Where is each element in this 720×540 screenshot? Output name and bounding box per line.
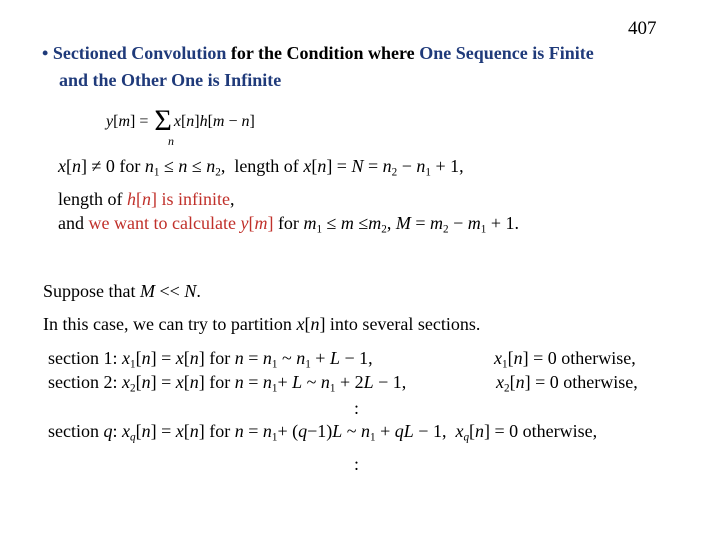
section-1-right: $x_1[n] = 0$ otherwise,	[494, 348, 636, 371]
heading-term-infinite: and the Other One is Infinite	[59, 70, 282, 90]
line-calculate-y: and we want to calculate y[m] for $m_1 \le m \le m_2$, $M = m_2 - m_1 + 1$.	[58, 213, 519, 236]
convolution-formula: y[m] = Σ x[n]h[m − n] n	[106, 104, 255, 148]
sum-index: n	[168, 134, 174, 148]
emphasis-text: we want to calculate	[88, 213, 236, 233]
ellipsis-vertical: :	[354, 398, 360, 418]
sum-symbol-icon: Σ	[154, 104, 172, 137]
ellipsis-vertical-end: :	[354, 454, 360, 474]
heading-term-finite: One Sequence is Finite	[419, 43, 594, 63]
line-length-h: length of h[n] is infinite,	[58, 189, 235, 209]
heading	[42, 40, 594, 94]
section-2-right: $x_2[n] = 0$ otherwise,	[496, 372, 638, 395]
heading-term-sectioned-convolution: Sectioned Convolution	[52, 43, 227, 63]
section-2-left: section 2: $x_2[n] = x[n]$ for $n = n_1+ L$ ~ $n_1 + 2L - 1$,	[48, 372, 407, 395]
line-length-x: x[n] ≠ 0 for $n_1 \le n \le n_2$, length of $x[n] = N = n_2 - n_1 + 1$,	[58, 156, 464, 179]
page-number: 407	[628, 18, 657, 39]
line-partition: In this case, we can try to partition x[n] into several sections.	[43, 314, 481, 334]
section-q: section q: $x_q[n] = x[n]$ for $n = n_1+ (q-1)L$ ~ $n_1$ + qL − 1, $x_q[n] = 0$ otherwise,	[48, 421, 598, 444]
heading-text: for the Condition where	[226, 43, 420, 63]
line-suppose: Suppose that M << N.	[43, 281, 201, 301]
bullet-icon: •	[42, 43, 49, 63]
section-1-left: section 1: $x_1[n] = x[n]$ for $n = n_1$ ~ $n_1 + L - 1$,	[48, 348, 373, 371]
formula-lhs: y	[106, 113, 114, 130]
